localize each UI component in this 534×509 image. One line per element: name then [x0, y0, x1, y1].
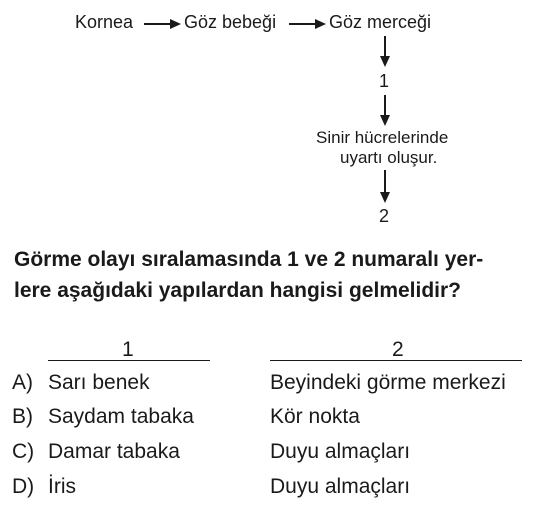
question-line-2: lere aşağıdaki yapılardan hangisi gelmelidir?: [14, 279, 461, 302]
down-arrow-icon: [377, 170, 393, 204]
flow-number-2: 2: [379, 206, 390, 226]
column-header-1: 1: [122, 338, 134, 361]
down-arrow-icon: [377, 95, 393, 127]
column-header-2: 2: [392, 338, 404, 361]
flow-nerve-text-line2: uyartı oluşur.: [340, 148, 438, 167]
option-col2-value: Duyu almaçları: [270, 440, 411, 463]
option-letter: C): [12, 440, 35, 463]
option-col1-value: İris: [48, 475, 76, 498]
flow-step-kornea: Kornea: [75, 12, 134, 32]
option-col1-value: Sarı benek: [48, 371, 150, 394]
question-line-1: Görme olayı sıralamasında 1 ve 2 numaralı yer-: [14, 248, 484, 271]
option-col1-value: Saydam tabaka: [48, 405, 194, 428]
option-col2-value: Beyindeki görme merkezi: [270, 371, 506, 394]
right-arrow-icon: [288, 16, 328, 32]
right-arrow-icon: [143, 16, 183, 32]
option-col2-value: Kör nokta: [270, 405, 360, 428]
flow-step-goz-bebegi: Göz bebeği: [184, 12, 277, 32]
flow-number-1: 1: [379, 71, 390, 91]
option-col1-value: Damar tabaka: [48, 440, 180, 463]
option-col2-value: Duyu almaçları: [270, 475, 411, 498]
option-letter: A): [12, 371, 33, 394]
option-letter: D): [12, 475, 35, 498]
option-letter: B): [12, 405, 33, 428]
flow-nerve-text-line1: Sinir hücrelerinde: [316, 128, 449, 147]
down-arrow-icon: [377, 36, 393, 68]
flow-step-goz-mercegi: Göz merceği: [329, 12, 432, 32]
column-1-underline: [48, 360, 210, 361]
column-2-underline: [270, 360, 522, 361]
